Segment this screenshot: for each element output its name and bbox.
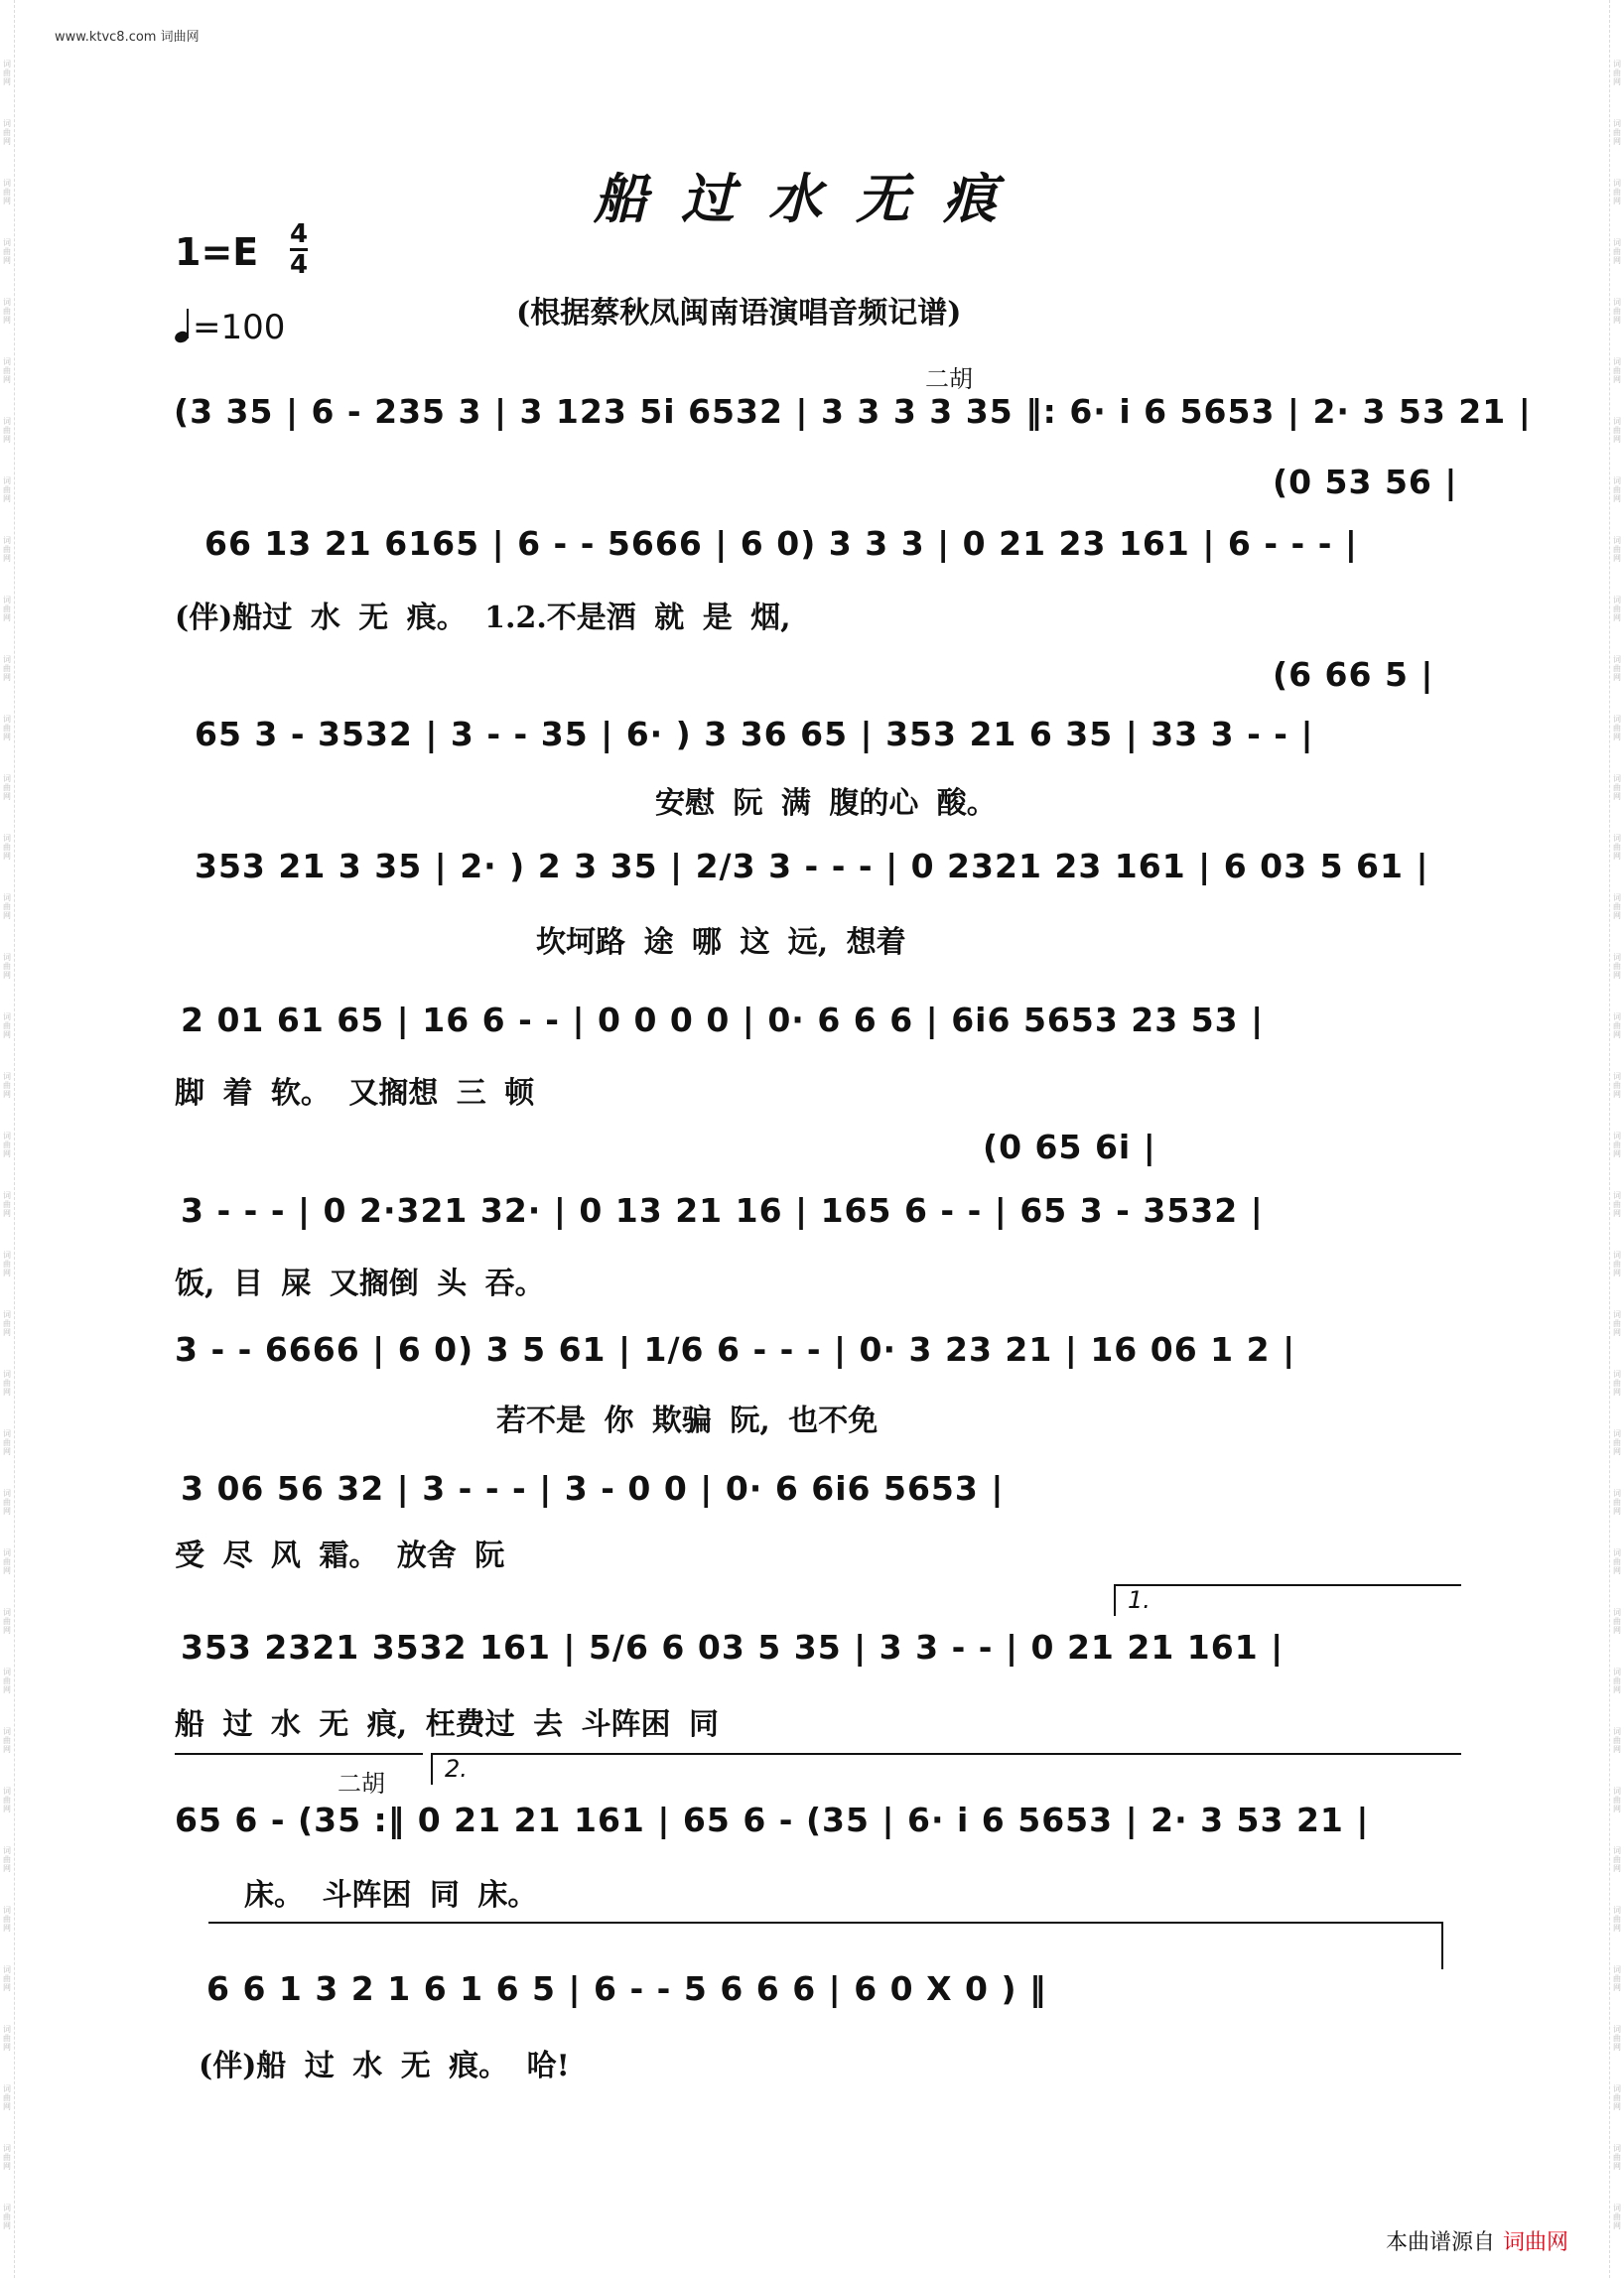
second-ending-continuation xyxy=(208,1922,1443,1924)
side-watermark: 词曲网 xyxy=(1613,238,1621,265)
side-watermark: 词曲网 xyxy=(1613,1132,1621,1158)
side-watermark: 词曲网 xyxy=(1613,298,1621,325)
annotation-erhu: 二胡 xyxy=(338,1770,385,1798)
side-watermark: 词曲网 xyxy=(1613,1251,1621,1277)
quarter-note-icon xyxy=(175,309,193,342)
side-watermark: 词曲网 xyxy=(3,2025,11,2052)
side-watermark: 词曲网 xyxy=(3,1787,11,1813)
side-watermark: 词曲网 xyxy=(1613,60,1621,86)
right-margin-strip xyxy=(1609,0,1624,2278)
annotation-erhu: 二胡 xyxy=(925,365,973,393)
side-watermark: 词曲网 xyxy=(1613,1787,1621,1813)
lyric-line: 床。 斗阵困 同 床。 xyxy=(244,1878,538,1913)
notation-line: 3 - - 6666 | 6 0) 3 5 61 | 1/6 6 - - - | 0· 3 23 21 | 16 06 1 2 | xyxy=(175,1330,1296,1369)
notation-line: (0 53 56 | xyxy=(1273,463,1458,501)
side-watermark: 词曲网 xyxy=(3,774,11,801)
side-watermark: 词曲网 xyxy=(1613,953,1621,980)
side-watermark: 词曲网 xyxy=(1613,357,1621,384)
side-watermark: 词曲网 xyxy=(1613,596,1621,622)
side-watermark: 词曲网 xyxy=(3,1608,11,1635)
source-brand: 词曲网 xyxy=(1502,2230,1568,2255)
ending-bracket-close xyxy=(1441,1922,1443,1969)
side-watermark: 词曲网 xyxy=(1613,1310,1621,1337)
lyric-line: 船 过 水 无 痕, 枉费过 去 斗阵困 同 xyxy=(175,1707,719,1742)
side-watermark: 词曲网 xyxy=(1613,417,1621,444)
side-watermark: 词曲网 xyxy=(3,2084,11,2111)
side-watermark: 词曲网 xyxy=(1613,1608,1621,1635)
side-watermark: 词曲网 xyxy=(3,60,11,86)
left-margin-strip xyxy=(0,0,15,2278)
side-watermark: 词曲网 xyxy=(1613,1548,1621,1575)
side-watermark: 词曲网 xyxy=(3,1846,11,1873)
side-watermark: 词曲网 xyxy=(1613,536,1621,563)
first-ending-bracket: 1. xyxy=(1114,1584,1461,1616)
lyric-line: (伴)船 过 水 无 痕。 哈! xyxy=(199,2049,570,2083)
notation-line: 65 3 - 3532 | 3 - - 35 | 6· ) 3 36 65 | 353 21 6 35 | 33 3 - - | xyxy=(195,715,1314,753)
side-watermark: 词曲网 xyxy=(3,1132,11,1158)
side-watermark: 词曲网 xyxy=(1613,119,1621,146)
lyric-line: 坎坷路 途 哪 这 远, 想着 xyxy=(536,925,906,960)
meter-bottom: 4 xyxy=(290,250,309,280)
side-watermark: 词曲网 xyxy=(1613,1906,1621,1933)
side-watermark: 词曲网 xyxy=(1613,476,1621,503)
side-watermark: 词曲网 xyxy=(1613,2144,1621,2171)
side-watermark: 词曲网 xyxy=(1613,1965,1621,1992)
side-watermark: 词曲网 xyxy=(1613,715,1621,741)
notation-line: 6 6 1 3 2 1 6 1 6 5 | 6 - - 5 6 6 6 | 6 0 X 0 ) ‖ xyxy=(206,1969,1047,2008)
side-watermark: 词曲网 xyxy=(3,1489,11,1516)
side-watermark: 词曲网 xyxy=(1613,1489,1621,1516)
side-watermark: 词曲网 xyxy=(1613,893,1621,920)
side-watermark: 词曲网 xyxy=(1613,1846,1621,1873)
lyric-line: (伴)船过 水 无 痕。 1.2.不是酒 就 是 烟, xyxy=(175,601,791,635)
side-watermark: 词曲网 xyxy=(1613,2204,1621,2230)
side-watermark: 词曲网 xyxy=(1613,1668,1621,1694)
side-watermark: 词曲网 xyxy=(3,1727,11,1754)
time-signature xyxy=(290,220,308,279)
side-watermark: 词曲网 xyxy=(1613,655,1621,682)
side-watermark: 词曲网 xyxy=(3,1072,11,1099)
side-watermark: 词曲网 xyxy=(1613,2025,1621,2052)
side-watermark: 词曲网 xyxy=(3,893,11,920)
source-prefix: 本曲谱源自 xyxy=(1385,2230,1495,2255)
notation-line: (6 66 5 | xyxy=(1273,655,1434,694)
subtitle: (根据蔡秋凤闽南语演唱音频记谱) xyxy=(516,296,962,331)
lyric-line: 饭, 目 屎 又搁倒 头 吞。 xyxy=(175,1267,545,1301)
side-watermark: 词曲网 xyxy=(3,1191,11,1218)
side-watermark: 词曲网 xyxy=(3,2144,11,2171)
side-watermark: 词曲网 xyxy=(3,834,11,861)
side-watermark: 词曲网 xyxy=(1613,1370,1621,1397)
side-watermark: 词曲网 xyxy=(3,119,11,146)
second-ending-bracket: 2. xyxy=(431,1753,1461,1785)
notation-line: 65 6 - (35 :‖ 0 21 21 161 | 65 6 - (35 | 6· i 6 5653 | 2· 3 53 21 | xyxy=(175,1801,1370,1839)
side-watermark: 词曲网 xyxy=(1613,1727,1621,1754)
side-watermark: 词曲网 xyxy=(3,417,11,444)
meter-top: 4 xyxy=(290,219,309,249)
side-watermark: 词曲网 xyxy=(3,179,11,205)
side-watermark: 词曲网 xyxy=(1613,1429,1621,1456)
side-watermark: 词曲网 xyxy=(3,655,11,682)
side-watermark: 词曲网 xyxy=(3,1012,11,1039)
lyric-line: 安慰 阮 满 腹的心 酸。 xyxy=(655,786,997,821)
page-title: 船过水无痕 xyxy=(594,167,1030,230)
side-watermark: 词曲网 xyxy=(3,1548,11,1575)
notation-line: 353 2321 3532 161 | 5/6 6 03 5 35 | 3 3 - - | 0 21 21 161 | xyxy=(181,1628,1285,1667)
side-watermark: 词曲网 xyxy=(3,1370,11,1397)
notation-line: 2 01 61 65 | 16 6 - - | 0 0 0 0 | 0· 6 6 6 | 6i6 5653 23 53 | xyxy=(181,1001,1265,1039)
notation-line: (0 65 6i | xyxy=(983,1128,1156,1166)
side-watermark: 词曲网 xyxy=(3,357,11,384)
side-watermark: 词曲网 xyxy=(3,1965,11,1992)
side-watermark: 词曲网 xyxy=(3,298,11,325)
tempo-marking xyxy=(175,308,285,347)
notation-line: (3 35 | 6 - 235 3 | 3 123 5i 6532 | 3 3 3 3 35 ‖: 6· i 6 5653 | 2· 3 53 21 | xyxy=(174,392,1532,431)
side-watermark: 词曲网 xyxy=(1613,834,1621,861)
side-watermark: 词曲网 xyxy=(3,1668,11,1694)
side-watermark: 词曲网 xyxy=(3,1251,11,1277)
side-watermark: 词曲网 xyxy=(1613,2084,1621,2111)
notation-line: 3 06 56 32 | 3 - - - | 3 - 0 0 | 0· 6 6i6 5653 | xyxy=(181,1469,1005,1508)
side-watermark: 词曲网 xyxy=(3,2204,11,2230)
side-watermark: 词曲网 xyxy=(3,1429,11,1456)
side-watermark: 词曲网 xyxy=(3,715,11,741)
tempo-value: =100 xyxy=(193,308,286,347)
lyric-line: 受 尽 风 霜。 放舍 阮 xyxy=(175,1539,505,1573)
lyric-line: 脚 着 软。 又搁想 三 顿 xyxy=(175,1076,535,1111)
side-watermark: 词曲网 xyxy=(3,476,11,503)
side-watermark: 词曲网 xyxy=(3,1906,11,1933)
side-watermark: 词曲网 xyxy=(3,536,11,563)
side-watermark: 词曲网 xyxy=(3,238,11,265)
notation-line: 3 - - - | 0 2·321 32· | 0 13 21 16 | 165 6 - - | 65 3 - 3532 | xyxy=(181,1191,1264,1230)
source-credit xyxy=(1386,2225,1568,2256)
notation-line: 353 21 3 35 | 2· ) 2 3 35 | 2/3 3 - - - | 0 2321 23 161 | 6 03 5 61 | xyxy=(195,847,1429,885)
first-ending-continuation xyxy=(175,1753,423,1755)
side-watermark: 词曲网 xyxy=(3,1310,11,1337)
side-watermark: 词曲网 xyxy=(1613,1191,1621,1218)
side-watermark: 词曲网 xyxy=(3,953,11,980)
lyric-line: 若不是 你 欺骗 阮, 也不免 xyxy=(496,1404,879,1438)
side-watermark: 词曲网 xyxy=(1613,1012,1621,1039)
site-watermark: www.ktvc8.com 词曲网 xyxy=(55,30,200,45)
notation-line: 66 13 21 6165 | 6 - - 5666 | 6 0) 3 3 3 | 0 21 23 161 | 6 - - - | xyxy=(204,524,1358,563)
key-signature: 1=E xyxy=(175,230,259,274)
side-watermark: 词曲网 xyxy=(1613,774,1621,801)
side-watermark: 词曲网 xyxy=(1613,1072,1621,1099)
side-watermark: 词曲网 xyxy=(3,596,11,622)
side-watermark: 词曲网 xyxy=(1613,179,1621,205)
